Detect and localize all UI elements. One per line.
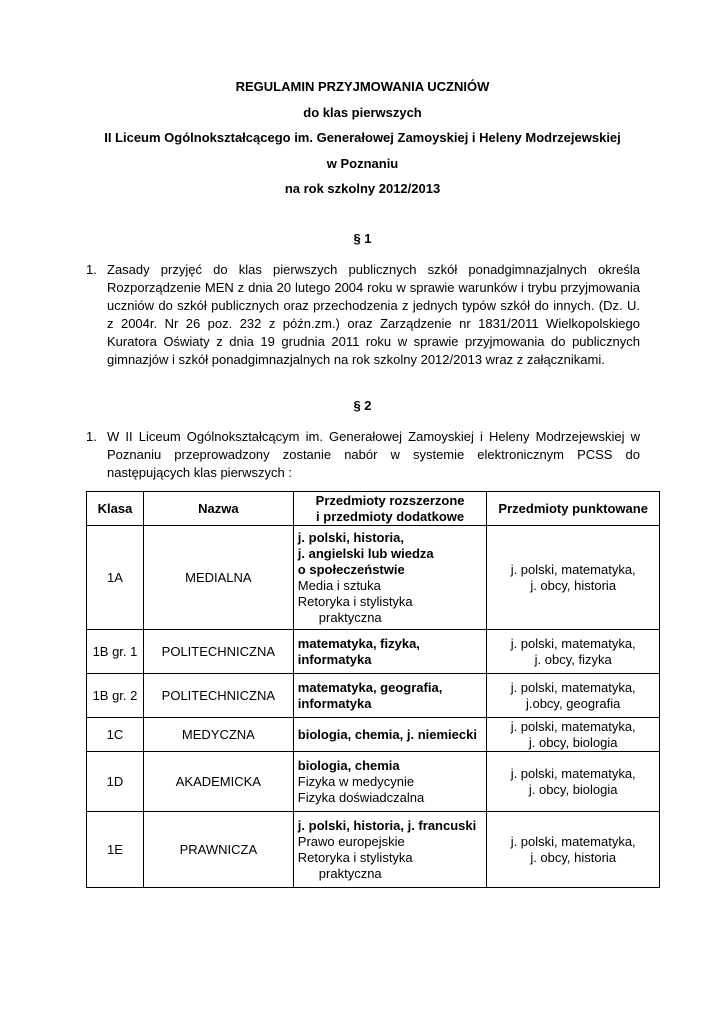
subject-bold-line: j. polski, historia, j. francuski — [297, 817, 477, 833]
punktowane-line: j. polski, matematyka, — [510, 718, 636, 734]
subject-bold-line: biologia, chemia — [297, 757, 400, 773]
subject-bold-line: matematyka, geografia, — [297, 679, 443, 695]
table-row — [87, 630, 660, 674]
subject-extra-line: Fizyka doświadczalna — [297, 789, 425, 805]
cell-nazwa: PRAWNICZA — [143, 812, 293, 888]
cell-punktowane — [487, 526, 660, 630]
cell-nazwa: POLITECHNICZNA — [143, 630, 293, 674]
cell-punktowane — [487, 674, 660, 718]
header-przedmioty — [293, 492, 487, 526]
subject-extra-line: praktyczna — [318, 609, 382, 625]
section-2-item-number: 1. — [86, 429, 97, 444]
punktowane-line: j. obcy, fizyka — [534, 651, 612, 667]
subject-extra-line: Fizyka w medycynie — [297, 773, 415, 789]
cell-punktowane — [487, 718, 660, 752]
cell-przedmioty — [293, 526, 487, 630]
header-przedmioty-line-1: Przedmioty rozszerzone — [315, 492, 465, 508]
cell-klasa: 1B gr. 2 — [87, 674, 144, 718]
section-2-paragraph — [86, 428, 640, 482]
table-header-row — [87, 492, 660, 526]
subject-extra-line: Retoryka i stylistyka — [297, 849, 413, 865]
subject-extra-line: Media i sztuka — [297, 577, 381, 593]
title-line-5: na rok szkolny 2012/2013 — [284, 181, 441, 196]
table-row — [87, 812, 660, 888]
header-punktowane: Przedmioty punktowane — [487, 492, 660, 526]
punktowane-line: j. polski, matematyka, — [510, 679, 636, 695]
title-line-2: do klas pierwszych — [303, 104, 422, 120]
subject-bold-line: informatyka — [297, 651, 372, 667]
title-line-4: w Poznaniu — [326, 155, 399, 171]
punktowane-line: j. polski, matematyka, — [510, 765, 636, 781]
cell-przedmioty — [293, 752, 487, 812]
cell-klasa: 1D — [87, 752, 144, 812]
subject-bold-line: matematyka, fizyka, — [297, 635, 420, 651]
section-2-text: W II Liceum Ogólnokształcącym im. Generałowej Zamoyskiej i Heleny Modrzejewskiej w Poznaniu przeprowadzony zostanie nabór w systemie elektronicznym PCSS do następujących klas pierwszych : — [107, 429, 640, 480]
title-line-3: II Liceum Ogólnokształcącego im. Generałowej Zamoyskiej i Heleny Modrzejewskiej — [104, 130, 621, 145]
cell-klasa: 1E — [87, 812, 144, 888]
cell-nazwa: MEDIALNA — [143, 526, 293, 630]
section-2-heading: § 2 — [353, 398, 372, 413]
header-klasa: Klasa — [87, 492, 144, 526]
punktowane-line: j. polski, matematyka, — [510, 833, 636, 849]
subject-bold-line: biologia, chemia, j. niemiecki — [297, 726, 477, 742]
document-title — [0, 74, 725, 202]
table-row — [87, 752, 660, 812]
punktowane-line: j. obcy, biologia — [528, 734, 618, 750]
cell-przedmioty — [293, 674, 487, 718]
subject-bold-line: informatyka — [297, 695, 372, 711]
subject-extra-line: Retoryka i stylistyka — [297, 593, 413, 609]
header-przedmioty-line-2: i przedmioty dodatkowe — [316, 508, 465, 524]
subject-extra-line: praktyczna — [318, 865, 382, 881]
cell-przedmioty — [293, 630, 487, 674]
table-row — [87, 526, 660, 630]
punktowane-line: j. obcy, biologia — [528, 781, 618, 797]
punktowane-line: j. obcy, historia — [530, 577, 617, 593]
section-1-text: Zasady przyjęć do klas pierwszych publicznych szkół ponadgimnazjalnych określa Rozporządzenie MEN z dnia 20 lutego 2004 roku w sprawie warunków i trybu przyjmowania uczniów do szkół publicznych oraz przechodzenia z jednych typów szkół do innych. (Dz. U. z 2004r. Nr 26 poz. 232 z późn.zm.) oraz Zarządzenie nr 1831/2011 Wielkopolskiego Kuratora Oświaty z dnia 19 grudnia 2011 roku w sprawie przyjmowania do publicznych gimnazjów i szkół ponadgimnazjalnych na rok szkolny 2012/2013 wraz z załącznikami. — [107, 262, 640, 367]
punktowane-line: j. obcy, historia — [530, 849, 617, 865]
section-1-item-number: 1. — [86, 262, 97, 277]
header-nazwa: Nazwa — [143, 492, 293, 526]
cell-nazwa: AKADEMICKA — [143, 752, 293, 812]
table-row — [87, 718, 660, 752]
section-1-heading: § 1 — [353, 231, 372, 246]
subject-bold-line: j. polski, historia, — [297, 529, 404, 545]
subject-bold-line: o społeczeństwie — [297, 561, 405, 577]
section-1-paragraph — [86, 261, 640, 369]
cell-przedmioty — [293, 718, 487, 752]
cell-nazwa: POLITECHNICZNA — [143, 674, 293, 718]
title-line-1: REGULAMIN PRZYJMOWANIA UCZNIÓW — [235, 79, 490, 94]
cell-klasa: 1C — [87, 718, 144, 752]
punktowane-line: j. polski, matematyka, — [510, 561, 636, 577]
punktowane-line: j. polski, matematyka, — [510, 635, 636, 651]
cell-przedmioty — [293, 812, 487, 888]
classes-table — [86, 491, 660, 888]
subject-bold-line: j. angielski lub wiedza — [297, 545, 434, 561]
table-row — [87, 674, 660, 718]
subject-extra-line: Prawo europejskie — [297, 833, 405, 849]
cell-klasa: 1A — [87, 526, 144, 630]
cell-punktowane — [487, 812, 660, 888]
cell-punktowane — [487, 752, 660, 812]
punktowane-line: j.obcy, geografia — [525, 695, 621, 711]
cell-nazwa: MEDYCZNA — [143, 718, 293, 752]
cell-klasa: 1B gr. 1 — [87, 630, 144, 674]
cell-punktowane — [487, 630, 660, 674]
